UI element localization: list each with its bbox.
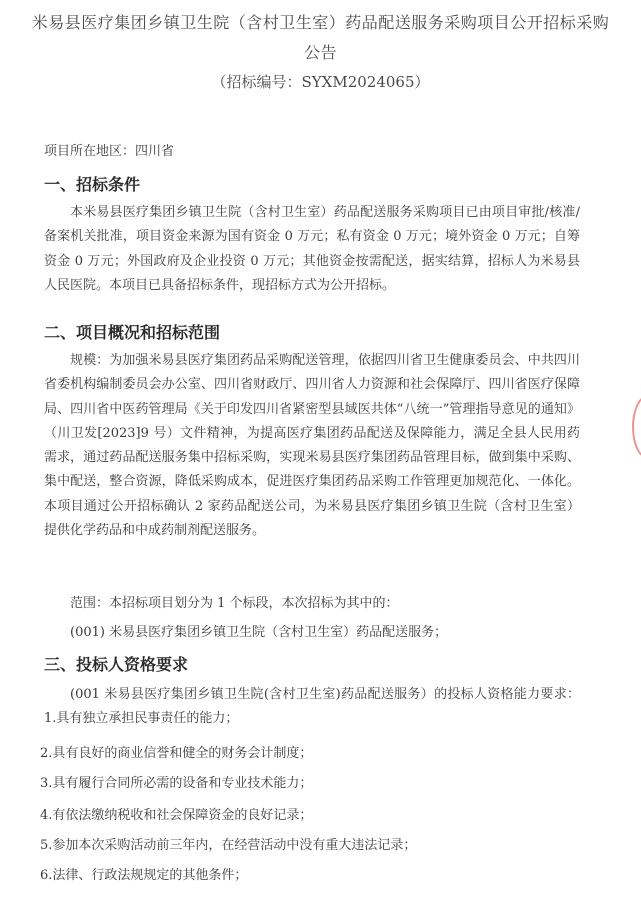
section-paragraph-project-scope: 范围：本招标项目划分为 1 个标段，本次招标为其中的：	[70, 596, 399, 611]
qualification-item: 5.参加本次采购活动前三年内，在经营活动中没有重大违法记录；	[40, 838, 417, 853]
section-heading-bidder-qualifications: 三、投标人资格要求	[44, 655, 189, 674]
tender-code: （招标编号：SYXM2024065）	[211, 73, 430, 91]
qualification-item: 6.法律、行政法规规定的其他条件；	[40, 868, 248, 883]
document-title: 米易县医疗集团乡镇卫生院（含村卫生室）药品配送服务采购项目公开招标采购公告	[31, 13, 610, 62]
qualification-item: 2.具有良好的商业信誉和健全的财务会计制度；	[40, 746, 313, 761]
project-region: 项目所在地区：四川省	[44, 144, 175, 159]
section-paragraph-qualification-intro: (001 米易县医疗集团乡镇卫生院(含村卫生室)药品配送服务）的投标人资格能力要求：1.具有独立承担民事责任的能力；	[44, 687, 580, 727]
qualification-item: 3.具有履行合同所必需的设备和专业技术能力；	[40, 776, 313, 791]
section-paragraph-project-scale: 规模：为加强米易县医疗集团药品采购配送管理，依据四川省卫生健康委员会、中共四川省委机构编制委员会办公室、四川省财政厅、四川省人力资源和社会保障厅、四川省医疗保障局、四川省中医药管理局《关于印发四川省紧密型县域医共体“八统一”管理指导意见的通知》（川卫发[2023]9 号）文件精神，为提高医疗集团药品配送及保障能力，满足全县人民用药需求，通过药品配送服务集中招标采购，实现米易县医疗集团药品管理目标，做到集中采购、集中配送，整合资源，降低采购成本，促进医疗集团药品采购工作管理更加规范化、一体化。本项目通过公开招标确认 2 家药品配送公司，为米易县医疗集团乡镇卫生院（含村卫生室）提供化学药品和中成药制剂配送服务。	[44, 353, 580, 539]
section-paragraph-tender-conditions: 本米易县医疗集团乡镇卫生院（含村卫生室）药品配送服务采购项目已由项目审批/核准/备案机关批准，项目资金来源为国有资金 0 万元；私有资金 0 万元；境外资金 0 万元；自筹资金 0 万元；外国政府及企业投资 0 万元；其他资金按需配送，据实结算，招标人为米易县人民医院。本项目已具备招标条件，现招标方式为公开招标。	[44, 205, 580, 293]
qualification-item: 4.有依法缴纳税收和社会保障资金的良好记录；	[40, 808, 313, 823]
official-seal-edge	[632, 395, 641, 459]
lot-description: (001) 米易县医疗集团乡镇卫生院（含村卫生室）药品配送服务；	[70, 625, 448, 640]
section-heading-project-overview: 二、项目概况和招标范围	[44, 323, 221, 342]
section-heading-tender-conditions: 一、招标条件	[44, 175, 141, 194]
